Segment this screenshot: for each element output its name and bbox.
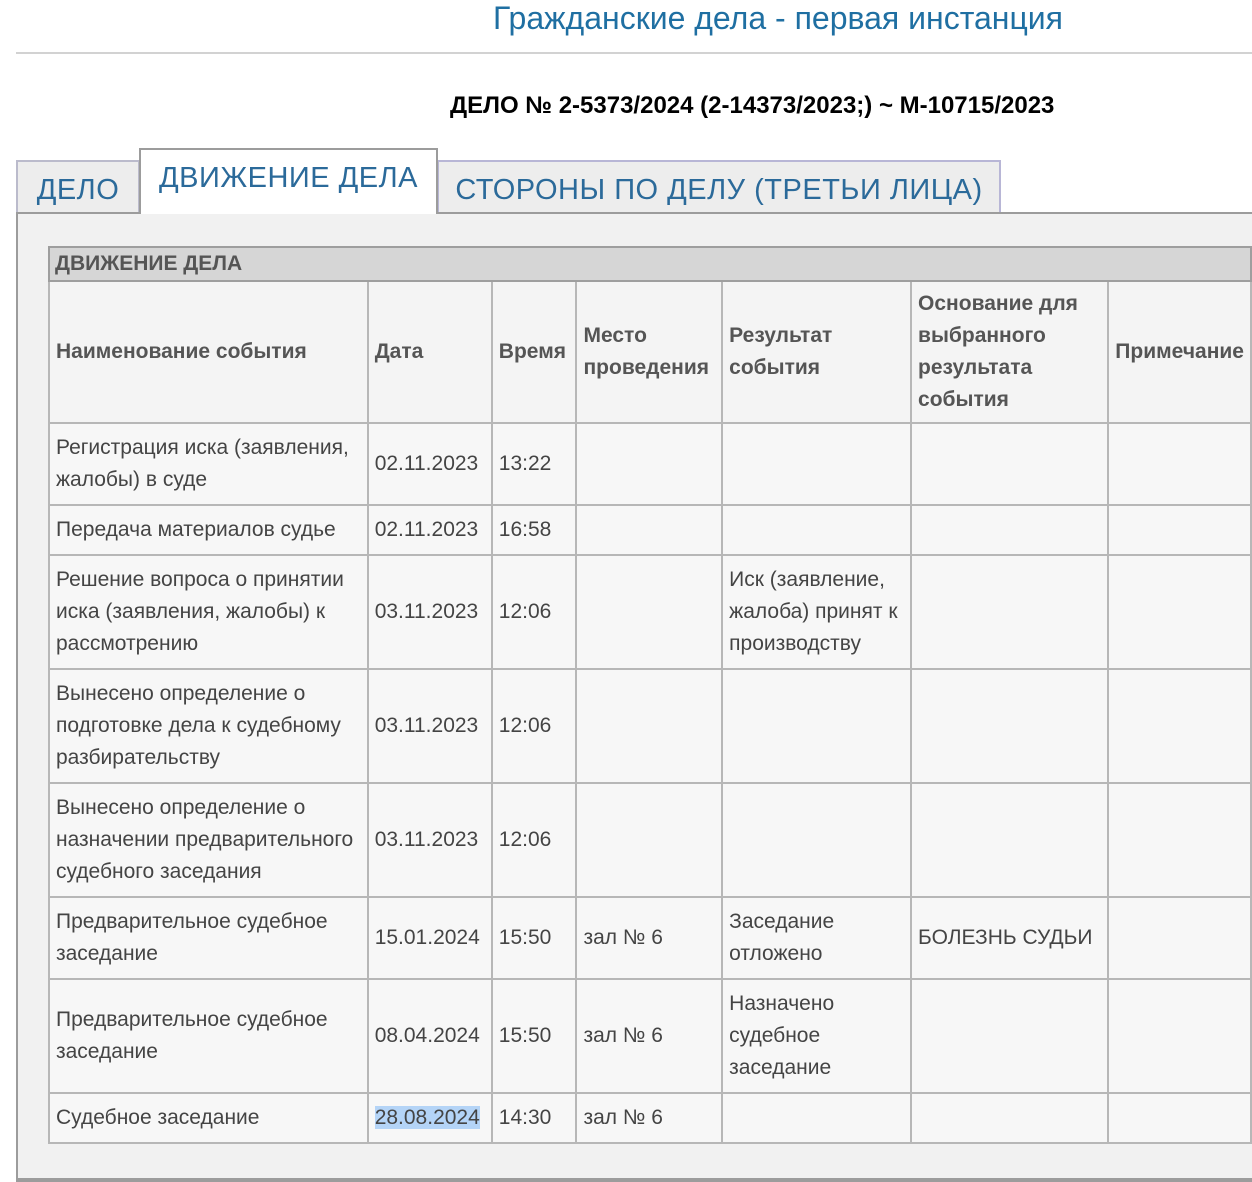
time-cell: 15:50 <box>492 979 577 1093</box>
basis-cell <box>911 555 1108 669</box>
column-header-date: Дата <box>368 281 492 423</box>
note-cell <box>1108 669 1251 783</box>
event-name-cell: Вынесено определение о подготовке дела к судебному разбирательству <box>49 669 368 783</box>
table-row <box>49 897 1251 979</box>
basis-cell <box>911 505 1108 555</box>
table-row <box>49 1093 1251 1143</box>
note-cell <box>1108 783 1251 897</box>
note-cell <box>1108 897 1251 979</box>
time-cell: 12:06 <box>492 555 577 669</box>
time-cell: 16:58 <box>492 505 577 555</box>
place-cell <box>576 555 722 669</box>
table-row <box>49 979 1251 1093</box>
basis-cell: БОЛЕЗНЬ СУДЬИ <box>911 897 1108 979</box>
date-cell <box>368 1093 492 1143</box>
tab-case[interactable] <box>16 160 140 214</box>
panel-bottom-border <box>16 1178 1252 1180</box>
place-cell <box>576 669 722 783</box>
time-cell: 12:06 <box>492 783 577 897</box>
result-cell: Иск (заявление, жалоба) принят к производству <box>722 555 911 669</box>
column-header-place: Место проведения <box>576 281 722 423</box>
result-cell: Заседание отложено <box>722 897 911 979</box>
event-name-cell: Судебное заседание <box>49 1093 368 1143</box>
table-section-title: ДВИЖЕНИЕ ДЕЛА <box>49 247 1251 281</box>
table-row <box>49 505 1251 555</box>
selected-date-text: 28.08.2024 <box>374 1106 480 1129</box>
event-name-cell: Предварительное судебное заседание <box>49 897 368 979</box>
table-row <box>49 669 1251 783</box>
event-name-cell: Вынесено определение о назначении предварительного судебного заседания <box>49 783 368 897</box>
case-number-heading: ДЕЛО № 2-5373/2024 (2-14373/2023;) ~ М-10715/2023 <box>450 92 1055 119</box>
basis-cell <box>911 669 1108 783</box>
time-cell: 15:50 <box>492 897 577 979</box>
page-title: Гражданские дела - первая инстанция <box>493 0 1063 36</box>
note-cell <box>1108 1093 1251 1143</box>
event-name-cell: Решение вопроса о принятии иска (заявления, жалобы) к рассмотрению <box>49 555 368 669</box>
date-cell: 03.11.2023 <box>368 555 492 669</box>
event-name-cell: Предварительное судебное заседание <box>49 979 368 1093</box>
result-cell <box>722 783 911 897</box>
result-cell <box>722 505 911 555</box>
column-header-basis: Основание для выбранного результата события <box>911 281 1108 423</box>
tab-case-movement[interactable] <box>139 148 438 214</box>
date-cell: 15.01.2024 <box>368 897 492 979</box>
place-cell: зал № 6 <box>576 1093 722 1143</box>
table-row <box>49 423 1251 505</box>
table-row <box>49 555 1251 669</box>
place-cell <box>576 783 722 897</box>
note-cell <box>1108 979 1251 1093</box>
tab-case-movement-label: ДВИЖЕНИЕ ДЕЛА <box>159 162 418 194</box>
column-header-event: Наименование события <box>49 281 368 423</box>
tab-parties[interactable] <box>437 160 1001 214</box>
basis-cell <box>911 979 1108 1093</box>
title-divider <box>16 52 1252 54</box>
event-name-cell: Регистрация иска (заявления, жалобы) в суде <box>49 423 368 505</box>
tab-case-label: ДЕЛО <box>36 174 120 206</box>
date-cell: 03.11.2023 <box>368 669 492 783</box>
date-cell: 03.11.2023 <box>368 783 492 897</box>
basis-cell <box>911 423 1108 505</box>
date-cell: 02.11.2023 <box>368 505 492 555</box>
basis-cell <box>911 1093 1108 1143</box>
result-cell: Назначено судебное заседание <box>722 979 911 1093</box>
column-header-time: Время <box>492 281 577 423</box>
tab-parties-label: СТОРОНЫ ПО ДЕЛУ (ТРЕТЬИ ЛИЦА) <box>455 174 983 206</box>
date-cell: 02.11.2023 <box>368 423 492 505</box>
column-header-result: Результат события <box>722 281 911 423</box>
result-cell <box>722 1093 911 1143</box>
note-cell <box>1108 505 1251 555</box>
time-cell: 12:06 <box>492 669 577 783</box>
place-cell: зал № 6 <box>576 979 722 1093</box>
place-cell <box>576 423 722 505</box>
place-cell <box>576 505 722 555</box>
place-cell: зал № 6 <box>576 897 722 979</box>
event-name-cell: Передача материалов судье <box>49 505 368 555</box>
result-cell <box>722 423 911 505</box>
time-cell: 14:30 <box>492 1093 577 1143</box>
result-cell <box>722 669 911 783</box>
case-movement-table <box>48 246 1252 1144</box>
table-row <box>49 783 1251 897</box>
time-cell: 13:22 <box>492 423 577 505</box>
column-header-note: Примечание <box>1108 281 1251 423</box>
note-cell <box>1108 555 1251 669</box>
basis-cell <box>911 783 1108 897</box>
note-cell <box>1108 423 1251 505</box>
date-cell: 08.04.2024 <box>368 979 492 1093</box>
